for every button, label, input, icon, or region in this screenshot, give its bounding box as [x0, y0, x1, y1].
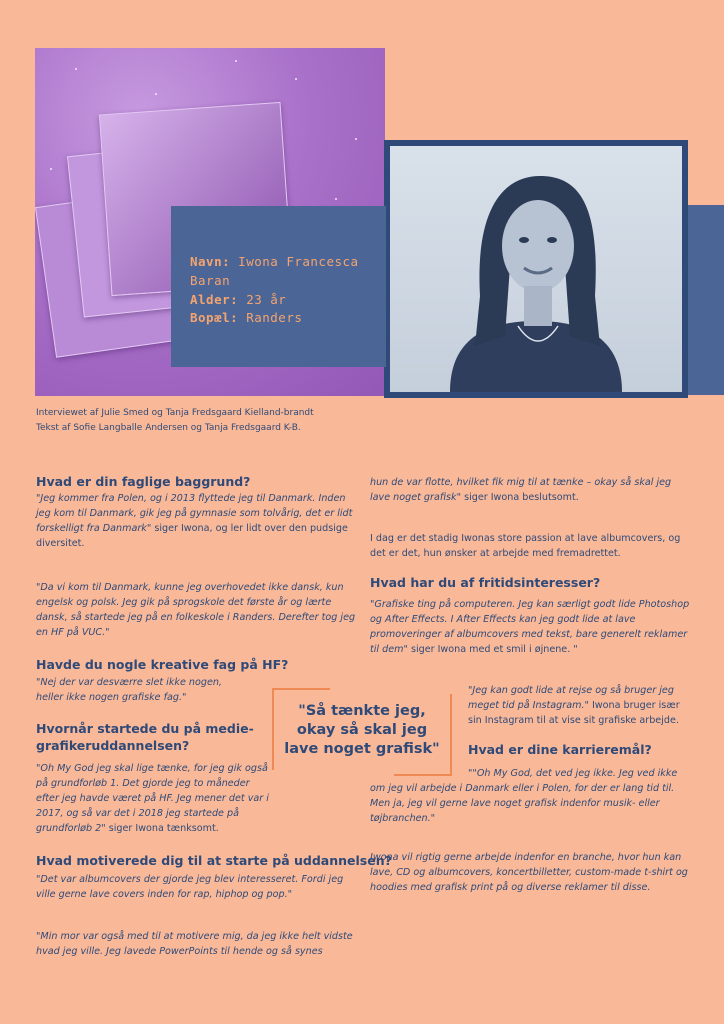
answer-creative-subjects — [36, 675, 246, 705]
credit-text: Tekst af Sofie Langballe Andersen og Tanja Fredsgaard K-B. — [36, 423, 301, 433]
answer-narration: siger Iwona beslutsomt. — [461, 492, 579, 503]
answer-quote: "Det var albumcovers der gjorde jeg blev interesseret. Fordi jeg ville gerne lave covers inden for rap, hiphop og pop." — [36, 874, 344, 900]
question-hobbies: Hvad har du af fritidsinteresser? — [370, 575, 601, 590]
career-text: Iwona vil rigtig gerne arbejde indenfor en branche, hvor hun kan lave, CD og albumcovers, koncertbilletter, custom-made t-shirt og hoodies med grafisk print på og diverse reklamer til disse. — [370, 852, 688, 893]
pull-quote-line-3: lave noget grafisk" — [284, 741, 440, 757]
name-line-2: Baran — [190, 273, 231, 288]
answer-motivation-1 — [36, 872, 356, 902]
answer-hobbies-1 — [370, 597, 692, 657]
answer-narration: Iwona bruger især sin Instagram til at vise sit grafiske arbejde. — [468, 700, 680, 726]
answer-quote: "Grafiske ting på computeren. Jeg kan særligt godt lide Photoshop og After Effects. I After Effects kan jeg godt lide at lave promoveringer af albumcovers med tekst, bare generelt reklamer til dem" — [370, 599, 690, 655]
answer-hobbies-2 — [468, 683, 694, 728]
answer-motivation-2 — [36, 929, 356, 959]
quote-bracket-right-horizontal — [394, 774, 452, 776]
portrait-photo — [390, 146, 682, 392]
answer-quote: ""Oh My God, det ved jeg ikke. Jeg ved ikke om jeg vil arbejde i Danmark eller i Polen, for der er lang tid til. Men ja, jeg vil gerne lave noget grafisk indenfor musik- eller tøjbranchen." — [370, 768, 678, 824]
answer-quote: "Jeg kan godt lide at rejse og så bruger jeg meget tid på Instagram." — [468, 685, 674, 711]
passion-paragraph: I dag er det stadig Iwonas store passion at lave albumcovers, og det er det, hun ønsker at arbejde med fremadrettet. — [370, 533, 681, 559]
pull-quote — [284, 702, 440, 759]
name-value: Iwona Francesca — [238, 254, 359, 269]
answer-quote: "Oh My God jeg skal lige tænke, for jeg gik også på grundforløb 1. Det gjorde jeg to måneder efter jeg havde været på HF. Jeg mener det var i 2017, og så var det i 2018 jeg startede på grundforløb 2" — [36, 763, 269, 834]
question-start-education-1: Hvornår startede du på medie- — [36, 721, 254, 736]
question-start-education-2: grafikeruddannelsen? — [36, 738, 190, 753]
name-label: Navn: — [190, 254, 231, 269]
answer-start-education — [36, 761, 272, 836]
answer-quote: "Da vi kom til Danmark, kunne jeg overhovedet ikke dansk, kun engelsk og polsk. Jeg gik på sprogskole det første år og lærte dansk, så startede jeg på en folkeskole i Randers. Derefter tog jeg en HF på VUC." — [36, 582, 356, 638]
age-line — [190, 292, 286, 307]
age-value: 23 år — [246, 292, 287, 307]
pull-quote-line-2: okay så skal jeg — [296, 722, 428, 738]
age-label: Alder: — [190, 292, 239, 307]
home-value: Randers — [246, 310, 303, 325]
answer-motivation-cont — [370, 475, 692, 505]
quote-bracket-left-horizontal — [272, 688, 330, 690]
answer-quote: "Min mor var også med til at motivere mig, da jeg ikke helt vidste hvad jeg ville. Jeg lavede PowerPoints til hende og så synes — [36, 931, 353, 957]
credit-interview: Interviewet af Julie Smed og Tanja Fredsgaard Kielland-brandt — [36, 408, 314, 418]
answer-quote: "Jeg kommer fra Polen, og i 2013 flyttede jeg til Danmark. Inden jeg kom til Danmark, gik jeg på gymnasie som tolvårig, det er lidt forskelligt fra Danmark" — [36, 493, 353, 534]
career-paragraph — [370, 850, 692, 895]
answer-background-2 — [36, 580, 356, 640]
quote-bracket-left-vertical — [272, 688, 274, 770]
answer-quote: "Nej der var desværre slet ikke nogen, heller ikke nogen grafiske fag." — [36, 677, 222, 703]
answer-narration: siger Iwona, og ler lidt over den pudsige diversitet. — [36, 523, 348, 549]
pull-quote-line-1: "Så tænkte jeg, — [298, 703, 426, 719]
decorative-band — [688, 205, 724, 395]
answer-narration: siger Iwona tænksomt. — [105, 823, 219, 834]
home-label: Bopæl: — [190, 310, 239, 325]
question-creative-subjects: Havde du nogle kreative fag på HF? — [36, 657, 289, 672]
answer-quote: hun de var flotte, hvilket fik mig til at tænke – okay så skal jeg lave noget grafisk" — [370, 477, 672, 503]
question-background: Hvad er din faglige baggrund? — [36, 474, 251, 489]
name-line — [190, 254, 359, 269]
answer-narration: siger Iwona med et smil i øjnene. " — [407, 644, 578, 655]
question-motivation: Hvad motiverede dig til at starte på uddannelsen? — [36, 853, 392, 868]
answer-background-1 — [36, 491, 356, 551]
profile-info-box — [171, 206, 386, 367]
home-line — [190, 310, 302, 325]
quote-bracket-right-vertical — [450, 694, 452, 776]
question-career: Hvad er dine karrieremål? — [468, 742, 652, 757]
